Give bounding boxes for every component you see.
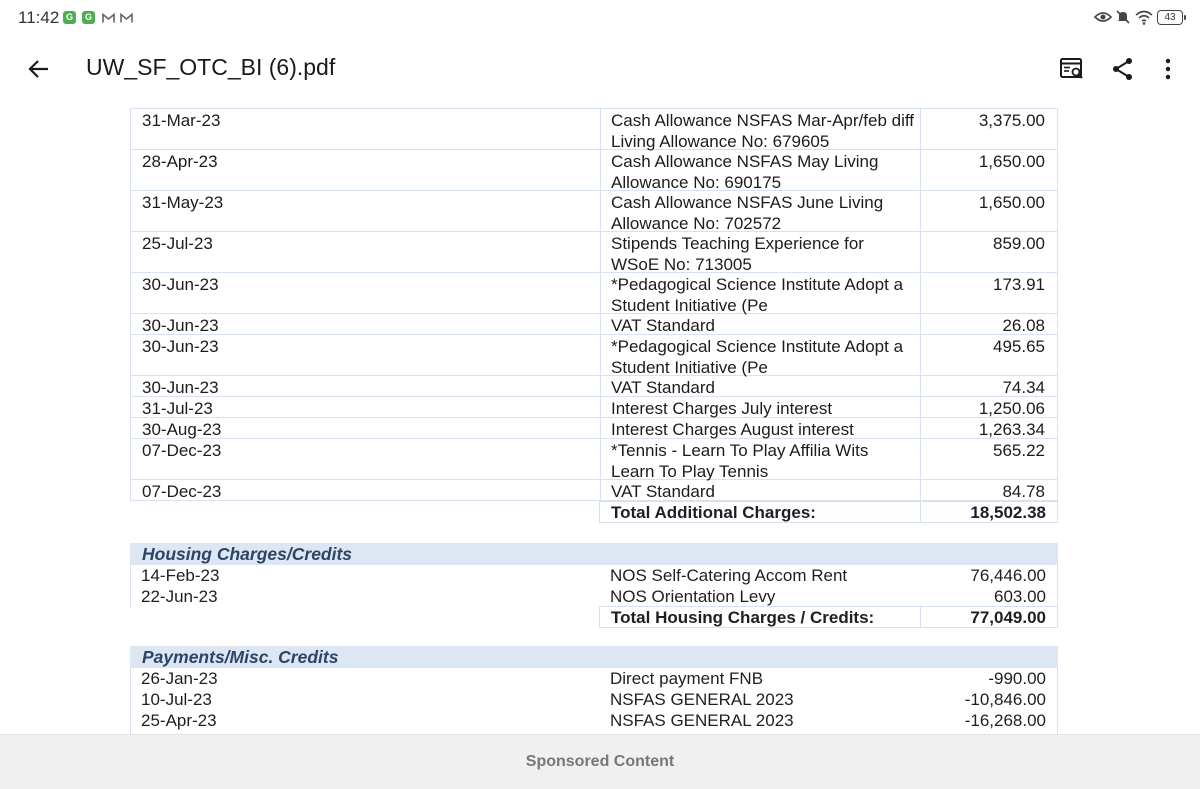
table-row	[130, 480, 1058, 501]
row-description: NOS Self-Catering Accom Rent	[610, 566, 848, 585]
row-amount: 173.91	[993, 275, 1045, 294]
table-row	[130, 335, 1058, 376]
row-amount: 26.08	[1002, 316, 1045, 335]
table-row	[130, 376, 1058, 397]
row-amount: 1,650.00	[978, 152, 1045, 171]
row-description: *Pedagogical Science Institute Adopt a Student Initiative (Pe	[611, 275, 904, 315]
table-row	[130, 439, 1058, 480]
document-title: UW_SF_OTC_BI (6).pdf	[86, 54, 336, 80]
row-date: 30-Jun-23	[142, 316, 219, 335]
row-amount: 565.22	[993, 441, 1045, 460]
table-row	[130, 109, 1058, 150]
total-label: Total Additional Charges:	[611, 503, 816, 522]
share-icon[interactable]	[1110, 56, 1136, 82]
app-notification-icon: G	[82, 11, 95, 24]
section-header-payments: Payments/Misc. Credits	[130, 646, 1058, 668]
row-description: VAT Standard	[611, 378, 715, 397]
total-amount: 77,049.00	[970, 608, 1046, 627]
row-date: 25-Jul-23	[142, 234, 213, 253]
total-additional-charges	[599, 501, 1058, 523]
table-row	[130, 191, 1058, 232]
table-row	[130, 690, 1058, 711]
row-date: 10-Jul-23	[141, 690, 212, 709]
eye-icon	[1094, 11, 1112, 23]
row-date: 28-Apr-23	[142, 152, 218, 171]
row-amount: 84.78	[1002, 482, 1045, 501]
row-date: 07-Dec-23	[142, 482, 222, 501]
row-date: 25-Apr-23	[141, 711, 217, 730]
status-time: 11:42	[18, 8, 60, 27]
battery-icon: 43	[1157, 10, 1183, 25]
row-amount: 76,446.00	[970, 566, 1046, 585]
row-date: 22-Jun-23	[141, 587, 218, 606]
row-date: 30-Aug-23	[142, 420, 222, 439]
row-description: VAT Standard	[611, 316, 715, 335]
table-row	[130, 397, 1058, 418]
row-amount: -10,846.00	[964, 690, 1046, 709]
wifi-icon	[1134, 9, 1154, 25]
gmail-icon	[102, 12, 115, 25]
back-arrow-icon[interactable]	[26, 56, 52, 82]
row-description: VAT Standard	[611, 482, 715, 501]
row-description: NSFAS GENERAL 2023	[610, 711, 794, 730]
row-description: Cash Allowance NSFAS Mar-Apr/feb diff Living Allowance No: 679605	[611, 111, 914, 151]
app-notification-icon: G	[63, 11, 76, 24]
total-housing-charges	[599, 606, 1058, 628]
table-row	[130, 418, 1058, 439]
row-description: Cash Allowance NSFAS June Living Allowance No: 702572	[611, 193, 884, 233]
table-row	[130, 314, 1058, 335]
row-amount: 1,650.00	[978, 193, 1045, 212]
row-date: 14-Feb-23	[141, 566, 220, 585]
table-row	[130, 566, 1058, 587]
sponsored-content-bar[interactable]	[0, 734, 1200, 789]
more-options-icon[interactable]	[1155, 56, 1181, 82]
row-amount: 859.00	[993, 234, 1045, 253]
row-amount: 603.00	[994, 587, 1046, 606]
row-amount: 495.65	[993, 337, 1045, 356]
row-date: 30-Jun-23	[142, 378, 219, 397]
row-description: *Tennis - Learn To Play Affilia Wits Learn To Play Tennis	[611, 441, 869, 481]
row-date: 30-Jun-23	[142, 275, 219, 294]
row-description: Interest Charges July interest	[611, 399, 833, 418]
mute-icon	[1115, 9, 1131, 25]
app-bar	[0, 34, 1200, 104]
row-amount: -990.00	[988, 669, 1046, 688]
row-description: NOS Orientation Levy	[610, 587, 776, 606]
table-row	[130, 232, 1058, 273]
row-description: Direct payment FNB	[610, 669, 764, 688]
table-row	[130, 273, 1058, 314]
section-header-housing: Housing Charges/Credits	[130, 543, 1058, 565]
row-date: 26-Jan-23	[141, 669, 218, 688]
row-description: Stipends Teaching Experience for WSoE No: 713005	[611, 234, 864, 274]
row-description: *Pedagogical Science Institute Adopt a Student Initiative (Pe	[611, 337, 904, 377]
row-date: 07-Dec-23	[142, 441, 222, 460]
sponsored-label: Sponsored Content	[525, 753, 675, 770]
status-bar	[0, 0, 1200, 34]
row-amount: -16,268.00	[964, 711, 1046, 730]
row-description: NSFAS GENERAL 2023	[610, 690, 794, 709]
table-row	[130, 150, 1058, 191]
row-amount: 74.34	[1002, 378, 1045, 397]
gmail-icon	[120, 12, 133, 25]
total-amount: 18,502.38	[970, 503, 1046, 522]
table-row	[130, 669, 1058, 690]
row-description: Cash Allowance NSFAS May Living Allowance No: 690175	[611, 152, 879, 192]
row-date: 30-Jun-23	[142, 337, 219, 356]
row-amount: 3,375.00	[978, 111, 1045, 130]
row-date: 31-Mar-23	[142, 111, 221, 130]
total-label: Total Housing Charges / Credits:	[611, 608, 875, 627]
row-date: 31-Jul-23	[142, 399, 213, 418]
row-amount: 1,263.34	[978, 420, 1045, 439]
row-description: Interest Charges August interest	[611, 420, 854, 439]
row-amount: 1,250.06	[978, 399, 1045, 418]
search-document-icon[interactable]	[1059, 56, 1085, 82]
table-row	[130, 587, 1058, 608]
row-date: 31-May-23	[142, 193, 224, 212]
table-row	[130, 711, 1058, 732]
